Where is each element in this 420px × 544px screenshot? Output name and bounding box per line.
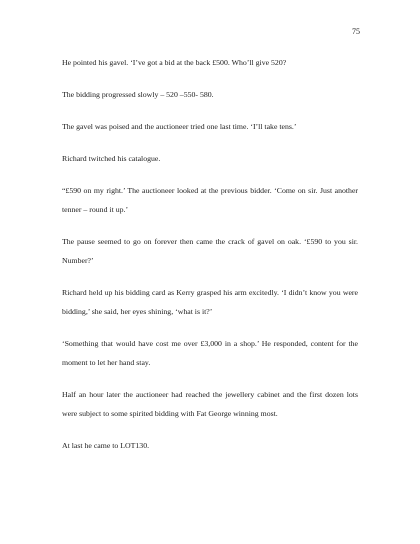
paragraph: At last he came to LOT130. (62, 441, 150, 450)
paragraph: The pause seemed to go on forever then came the crack of gavel on oak. ‘£590 to you sir. Number?’ (62, 237, 358, 265)
paragraph: The gavel was poised and the auctioneer tried one last time. ‘I’ll take tens.’ (62, 122, 297, 131)
paragraph: “£590 on my right.’ The auctioneer looked at the previous bidder. ‘Come on sir. Just another tenner – round it up.’ (62, 186, 358, 214)
paragraph: The bidding progressed slowly – 520 –550- 580. (62, 90, 214, 99)
paragraph: Half an hour later the auctioneer had reached the jewellery cabinet and the first dozen lots were subject to some spirited bidding with Fat George winning most. (62, 390, 358, 418)
paragraph: Richard held up his bidding card as Kerry grasped his arm excitedly. ‘I didn’t know you were bidding,’ she said, her eyes shining, ‘what is it?’ (62, 288, 358, 316)
paragraph: ‘Something that would have cost me over £3,000 in a shop.’ He responded, content for the moment to let her hand stay. (62, 339, 358, 367)
paragraph: Richard twitched his catalogue. (62, 154, 161, 163)
paragraph: He pointed his gavel. ‘I’ve got a bid at the back £500. Who’ll give 520? (62, 58, 287, 67)
page-number: 75 (352, 27, 360, 36)
